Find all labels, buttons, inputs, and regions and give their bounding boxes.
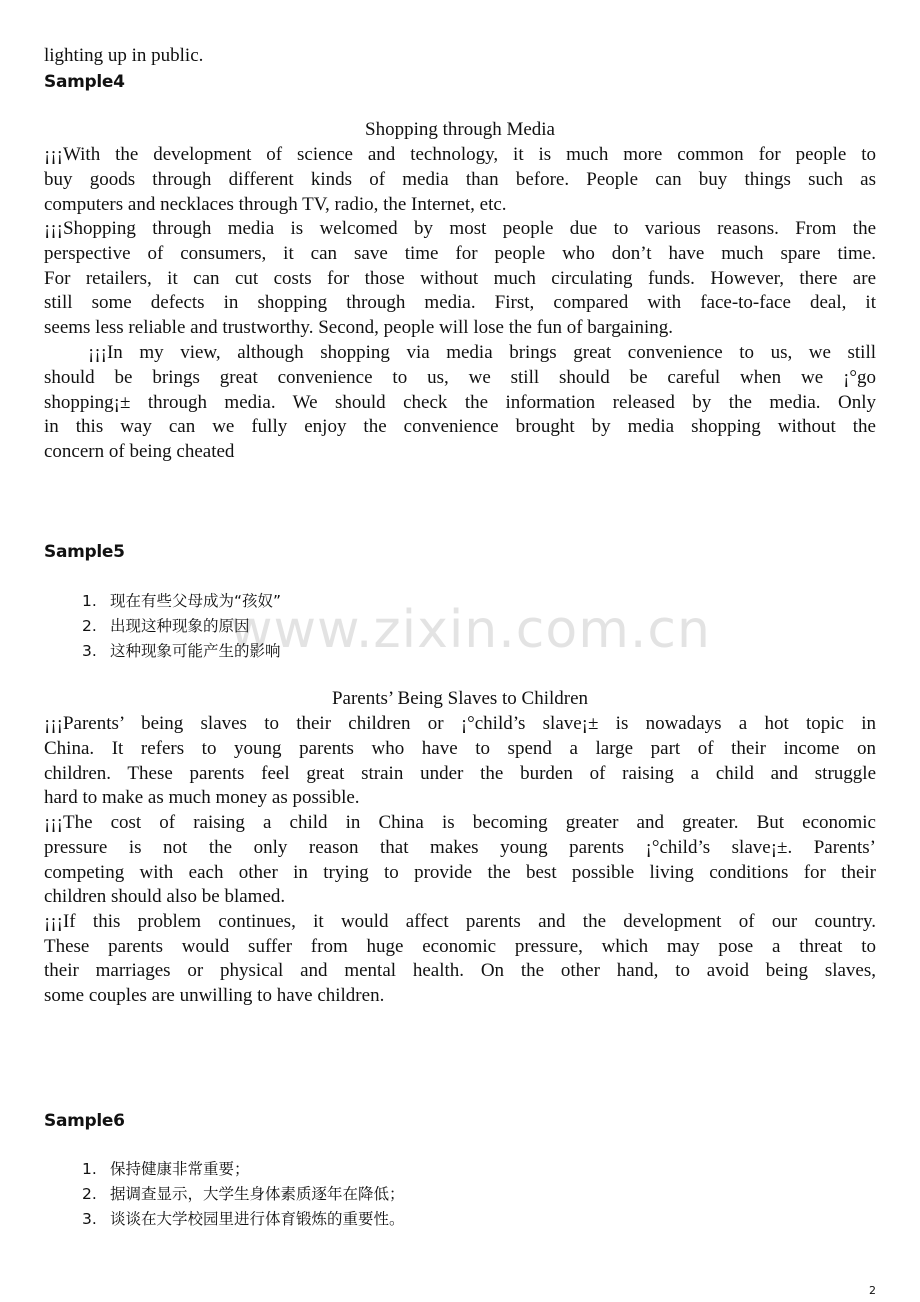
- sample4-line: perspective of consumers, it can save time for people who don’t have much spare time.: [44, 243, 876, 264]
- prompt-text: 保持健康非常重要；: [110, 1160, 250, 1178]
- sample4-line: shopping¡± through media. We should check the information released by the media. Only: [44, 392, 876, 413]
- sample5-title: Parents’ Being Slaves to Children: [331, 688, 589, 709]
- sample5-line: ¡¡¡Parents’ being slaves to their children or ¡°child’s slave¡± is nowadays a hot topic in: [44, 713, 876, 734]
- sample5-line: children should also be blamed.: [44, 886, 286, 907]
- prompt-number: 2.: [82, 617, 97, 635]
- prompt-number: 1.: [82, 1160, 97, 1178]
- sample6-heading: Sample6: [44, 1111, 125, 1131]
- sample5-line: some couples are unwilling to have children.: [44, 985, 385, 1006]
- prompt-text: 现在有些父母成为“孩奴”: [110, 592, 282, 610]
- sample4-line: buy goods through different kinds of media than before. People can buy things such as: [44, 169, 876, 190]
- sample5-line: China. It refers to young parents who have to spend a large part of their income on: [44, 738, 876, 759]
- sample4-line: in this way can we fully enjoy the convenience brought by media shopping without the: [44, 416, 876, 437]
- sample4-line: ¡¡¡With the development of science and technology, it is much more common for people to: [44, 144, 876, 165]
- sample5-line: children. These parents feel great strain under the burden of raising a child and struggle: [44, 763, 876, 784]
- prompt-number: 2.: [82, 1185, 97, 1203]
- page-number: 2: [869, 1284, 876, 1297]
- sample4-title: Shopping through Media: [365, 119, 555, 140]
- sample4-line: concern of being cheated: [44, 441, 235, 462]
- sample6-prompt-list: [44, 1157, 405, 1232]
- carryover-text: lighting up in public.: [44, 45, 204, 66]
- prompt-text: 谈谈在大学校园里进行体育锻炼的重要性。: [110, 1210, 405, 1228]
- prompt-text: 出现这种现象的原因: [110, 617, 250, 635]
- prompt-item: [44, 1157, 405, 1182]
- sample4-line: ¡¡¡Shopping through media is welcomed by most people due to various reasons. From the: [44, 218, 876, 239]
- sample5-line: hard to make as much money as possible.: [44, 787, 360, 808]
- prompt-item: [44, 1182, 405, 1207]
- sample5-prompt-list: [44, 589, 281, 664]
- prompt-item: [44, 614, 281, 639]
- prompt-item: [44, 639, 281, 664]
- sample5-line: their marriages or physical and mental health. On the other hand, to avoid being slaves,: [44, 960, 876, 981]
- sample4-line: computers and necklaces through TV, radio, the Internet, etc.: [44, 194, 507, 215]
- prompt-number: 1.: [82, 592, 97, 610]
- prompt-text: 据调查显示，大学生身体素质逐年在降低；: [110, 1185, 405, 1203]
- watermark: www.zixin.com.cn: [230, 600, 711, 660]
- sample4-line: ¡¡¡In my view, although shopping via media brings great convenience to us, we still: [88, 342, 876, 363]
- prompt-number: 3.: [82, 1210, 97, 1228]
- sample5-line: ¡¡¡If this problem continues, it would affect parents and the development of our country.: [44, 911, 876, 932]
- prompt-text: 这种现象可能产生的影响: [110, 642, 281, 660]
- sample5-line: competing with each other in trying to provide the best possible living conditions for their: [44, 862, 876, 883]
- sample5-line: These parents would suffer from huge economic pressure, which may pose a threat to: [44, 936, 876, 957]
- sample5-heading: Sample5: [44, 542, 125, 562]
- sample5-line: ¡¡¡The cost of raising a child in China is becoming greater and greater. But economic: [44, 812, 876, 833]
- sample4-line: For retailers, it can cut costs for those without much circulating funds. However, there are: [44, 268, 876, 289]
- sample5-line: pressure is not the only reason that makes young parents ¡°child’s slave¡±. Parents’: [44, 837, 876, 858]
- prompt-number: 3.: [82, 642, 97, 660]
- sample4-line: should be brings great convenience to us, we still should be careful when we ¡°go: [44, 367, 876, 388]
- sample4-line: still some defects in shopping through media. First, compared with face-to-face deal, it: [44, 292, 876, 313]
- prompt-item: [44, 1207, 405, 1232]
- sample4-line: seems less reliable and trustworthy. Second, people will lose the fun of bargaining.: [44, 317, 673, 338]
- sample4-heading: Sample4: [44, 72, 125, 92]
- prompt-item: [44, 589, 281, 614]
